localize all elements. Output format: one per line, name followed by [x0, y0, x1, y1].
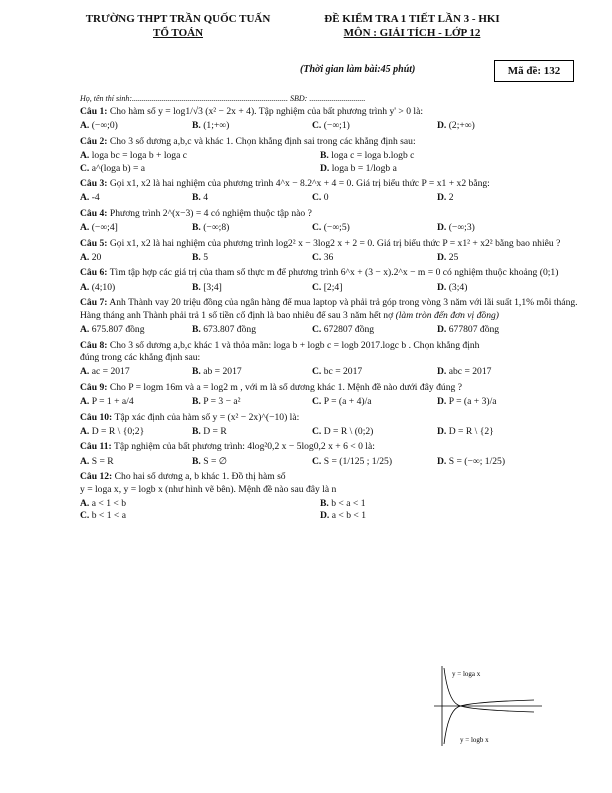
question [80, 441, 580, 468]
options-row [80, 120, 580, 132]
option-letter: C. [312, 425, 322, 437]
question-body: Phương trình 2^(x−3) = 4 có nghiệm thuộc tập nào ? [109, 207, 312, 219]
option-text: (−∞;8) [203, 222, 230, 234]
option-text: S = ∅ [203, 455, 228, 467]
option-text: [3;4] [203, 281, 222, 293]
option-letter: B. [192, 366, 201, 378]
option-text: b < a < 1 [331, 497, 366, 509]
options-row [80, 456, 580, 468]
options-row [80, 222, 580, 234]
option-letter: D. [437, 366, 447, 378]
option-letter: B. [192, 425, 201, 437]
option-text: (−∞;4] [91, 222, 118, 234]
option-text: P = 3 − a² [203, 396, 241, 408]
option-text: loga b = 1/logb a [331, 162, 397, 174]
option-letter: A. [80, 252, 90, 264]
options-row [80, 324, 580, 336]
question-label: Câu 10: [80, 411, 113, 423]
option-letter: A. [80, 324, 90, 336]
graph-label-top: y = loga x [452, 670, 481, 678]
option-letter: D. [437, 425, 447, 437]
option-letter: A. [80, 150, 90, 162]
question-text [80, 441, 580, 453]
exam-code: Mã đề: 132 [494, 60, 574, 82]
question-body-line2: đúng trong các khẳng định sau: [80, 351, 201, 363]
option-letter: B. [192, 120, 201, 132]
question-text [80, 471, 410, 496]
option-letter: D. [437, 396, 447, 408]
question-body: Cho hai số dương a, b khác 1. Đồ thị hàm số [114, 471, 286, 483]
options-row [80, 426, 580, 438]
option-letter: A. [80, 192, 90, 204]
question [80, 178, 580, 205]
student-info-line: Họ, tên thí sinh:.............................................................................. SBD: ............................ [80, 94, 366, 103]
question-body: Cho P = logm 16m và a = log2 m , với m là số dương khác 1. Mệnh đề nào dưới đây đúng ? [109, 381, 462, 393]
option-letter: B. [192, 281, 201, 293]
question-text [80, 208, 580, 220]
option-letter: C. [312, 281, 322, 293]
answer-option [80, 150, 320, 162]
school-name: TRƯỜNG THPT TRẦN QUỐC TUẤN [85, 13, 271, 25]
option-text: P = (a + 4)/a [323, 396, 372, 408]
question [80, 297, 580, 336]
option-letter: B. [320, 497, 329, 509]
option-text: loga c = loga b.logb c [331, 150, 415, 162]
options-row [80, 150, 580, 175]
question-body-line2: y = loga x, y = logb x (như hình vẽ bên). Mệnh đề nào sau đây là n [80, 483, 337, 495]
question-label: Câu 3: [80, 178, 108, 190]
option-text: -4 [91, 192, 100, 204]
option-text: P = 1 + a/4 [91, 396, 134, 408]
option-letter: B. [192, 222, 201, 234]
option-text: ab = 2017 [203, 366, 242, 378]
question-text [80, 136, 580, 148]
question [80, 340, 580, 379]
option-letter: A. [80, 222, 90, 234]
question-text [80, 178, 580, 190]
option-text: 36 [323, 252, 334, 264]
question [80, 238, 580, 265]
answer-option [437, 426, 567, 438]
answer-option [312, 396, 437, 408]
answer-option [80, 324, 192, 336]
answer-option [320, 150, 560, 162]
option-text: (3;4) [448, 281, 468, 293]
subject: MÔN : GIẢI TÍCH - LỚP 12 [343, 27, 481, 39]
group-name: TỔ TOÁN [152, 27, 204, 39]
question-body: Cho 3 số dương a,b,c và khác 1. Chọn khẳng định sai trong các khẳng định sau: [109, 135, 416, 147]
option-text: loga bc = loga b + loga c [91, 150, 188, 162]
option-text: (−∞;1) [323, 120, 350, 132]
answer-option [192, 396, 312, 408]
question [80, 136, 580, 175]
question [80, 208, 580, 235]
option-letter: A. [80, 281, 90, 293]
answer-option [80, 252, 192, 264]
option-text: 4 [203, 192, 209, 204]
answer-option [192, 120, 312, 132]
question [80, 267, 580, 294]
option-text: 2 [448, 192, 454, 204]
answer-option [437, 252, 567, 264]
header-left [78, 12, 278, 40]
answer-option [192, 282, 312, 294]
option-letter: D. [437, 455, 447, 467]
option-text: 25 [448, 252, 459, 264]
answer-option [192, 426, 312, 438]
option-text: 672807 đồng [323, 324, 375, 336]
answer-option [80, 426, 192, 438]
answer-option [437, 324, 567, 336]
option-text: a < b < 1 [331, 510, 367, 522]
options-row [80, 252, 580, 264]
option-letter: C. [312, 192, 322, 204]
option-text: abc = 2017 [448, 366, 492, 378]
options-row [80, 498, 580, 523]
option-text: (2;+∞) [448, 120, 475, 132]
answer-option [320, 510, 560, 522]
question-list [80, 106, 580, 526]
option-letter: A. [80, 120, 90, 132]
answer-option [437, 366, 567, 378]
question-note: (làm tròn đến đơn vị đồng) [395, 309, 500, 321]
log-graph-figure [434, 664, 544, 748]
answer-option [437, 120, 567, 132]
question-body: Gọi x1, x2 là hai nghiệm của phương trình 4^x − 8.2^x + 4 = 0. Giá trị biểu thức P = x1 + x2 bằng: [109, 178, 490, 190]
option-letter: C. [312, 120, 322, 132]
option-text: a^(loga b) = a [91, 162, 146, 174]
option-text: P = (a + 3)/a [448, 396, 497, 408]
option-letter: C. [312, 396, 322, 408]
options-row [80, 366, 580, 378]
exam-title: ĐỀ KIỂM TRA 1 TIẾT LẦN 3 - HKI [324, 13, 500, 25]
question-body: Cho 3 số dương a,b,c khác 1 và thỏa mãn: loga b + logb c = logb 2017.logc b . Chọn khẳng định [109, 339, 480, 351]
answer-option [437, 282, 567, 294]
option-letter: D. [437, 281, 447, 293]
option-letter: D. [437, 192, 447, 204]
option-letter: A. [80, 396, 90, 408]
option-text: D = R \ (0;2) [323, 425, 374, 437]
option-letter: D. [437, 252, 447, 264]
option-text: 5 [203, 252, 209, 264]
option-letter: B. [192, 192, 201, 204]
question-text [80, 267, 580, 279]
question-text [80, 382, 580, 394]
answer-option [437, 396, 567, 408]
question [80, 412, 580, 439]
header-right [292, 12, 532, 40]
option-letter: A. [80, 497, 90, 509]
option-letter: C. [312, 222, 322, 234]
option-letter: A. [80, 425, 90, 437]
option-text: a < 1 < b [91, 497, 127, 509]
answer-option [80, 282, 192, 294]
option-text: S = R [91, 455, 114, 467]
options-row [80, 192, 580, 204]
question-body: Tìm tập hợp các giá trị của tham số thực m để phương trình 6^x + (3 − x).2^x − m = 0 có nghiệm thuộc khoảng (0;1) [109, 267, 559, 279]
option-letter: C. [312, 324, 322, 336]
question-body: Gọi x1, x2 là hai nghiệm của phương trình log2² x − 3log2 x + 2 = 0. Giá trị biểu thức P = x1² + x2² bằng bao nhiêu ? [109, 237, 561, 249]
question-text [80, 238, 580, 250]
option-letter: D. [437, 324, 447, 336]
question-body: Cho hàm số y = log1/√3 (x² − 2x + 4). Tập nghiệm của bất phương trình y' > 0 là: [109, 106, 423, 117]
option-letter: B. [192, 252, 201, 264]
option-letter: B. [320, 150, 329, 162]
option-letter: A. [80, 366, 90, 378]
option-text: (−∞;0) [91, 120, 118, 132]
option-text: S = (−∞; 1/25) [448, 455, 506, 467]
option-text: (−∞;5) [323, 222, 350, 234]
question-label: Câu 2: [80, 135, 108, 147]
question-text [80, 340, 580, 365]
answer-option [312, 252, 437, 264]
question [80, 382, 580, 409]
option-text: ac = 2017 [91, 366, 130, 378]
answer-option [80, 120, 192, 132]
answer-option [312, 366, 437, 378]
option-letter: C. [80, 510, 90, 522]
option-letter: D. [437, 222, 447, 234]
answer-option [80, 396, 192, 408]
options-row [80, 396, 580, 408]
option-letter: C. [80, 162, 90, 174]
question-label: Câu 7: [80, 297, 108, 309]
option-text: (4;10) [91, 281, 116, 293]
answer-option [437, 192, 567, 204]
option-text: (1;+∞) [203, 120, 230, 132]
option-text: (−∞;3) [448, 222, 475, 234]
graph-label-bottom: y = logb x [460, 736, 489, 744]
option-text: D = R \ {2} [448, 425, 494, 437]
answer-option [192, 456, 312, 468]
answer-option [312, 456, 437, 468]
question [80, 471, 580, 523]
answer-option [80, 222, 192, 234]
question-label: Câu 12: [80, 471, 113, 483]
answer-option [320, 163, 560, 175]
answer-option [320, 498, 560, 510]
answer-option [312, 120, 437, 132]
answer-option [312, 192, 437, 204]
answer-option [80, 192, 192, 204]
answer-option [192, 252, 312, 264]
question-label: Câu 5: [80, 237, 108, 249]
option-text: 0 [323, 192, 329, 204]
option-text: 673.807 đồng [203, 324, 256, 336]
answer-option [192, 222, 312, 234]
question-text [80, 412, 580, 424]
question-label: Câu 8: [80, 339, 108, 351]
options-row [80, 282, 580, 294]
answer-option [80, 510, 320, 522]
answer-option [80, 366, 192, 378]
question-text [80, 297, 580, 322]
option-text: 675.807 đồng [91, 324, 145, 336]
answer-option [437, 222, 567, 234]
option-letter: D. [320, 162, 330, 174]
option-letter: C. [312, 252, 322, 264]
answer-option [80, 163, 320, 175]
question-label: Câu 1: [80, 106, 108, 117]
question-body: Anh Thành vay 20 triệu đồng của ngân hàng để mua laptop và phải trả góp trong vòng 3 năm với lãi suất 1,1% mỗi tháng. Hàng tháng anh Thành phải trả 1 số tiền cố định là bao nhiêu để sau 3 năm hết nợ [80, 297, 578, 321]
option-text: b < 1 < a [91, 510, 127, 522]
option-letter: C. [312, 366, 322, 378]
answer-option [437, 456, 567, 468]
question [80, 106, 580, 133]
option-letter: B. [192, 455, 201, 467]
option-text: D = R [203, 425, 227, 437]
option-letter: C. [312, 455, 322, 467]
question-label: Câu 9: [80, 381, 108, 393]
answer-option [312, 324, 437, 336]
option-text: S = (1/125 ; 1/25) [323, 455, 393, 467]
question-body: Tập xác định của hàm số y = (x² − 2x)^(−10) là: [114, 411, 300, 423]
option-letter: D. [320, 510, 330, 522]
answer-option [80, 456, 192, 468]
option-letter: D. [437, 120, 447, 132]
option-text: D = R \ {0;2} [91, 425, 145, 437]
answer-option [192, 192, 312, 204]
answer-option [80, 498, 320, 510]
time-limit: (Thời gian làm bài:45 phút) [300, 64, 416, 75]
option-text: 20 [91, 252, 102, 264]
option-letter: B. [192, 324, 201, 336]
option-letter: A. [80, 455, 90, 467]
question-body: Tập nghiệm của bất phương trình: 4log²0,2 x − 5log0,2 x + 6 < 0 là: [113, 441, 375, 453]
answer-option [192, 324, 312, 336]
option-text: [2;4] [323, 281, 343, 293]
option-text: 677807 đồng [448, 324, 500, 336]
option-text: bc = 2017 [323, 366, 363, 378]
answer-option [312, 282, 437, 294]
question-text [80, 106, 580, 118]
question-label: Câu 6: [80, 267, 108, 279]
question-label: Câu 4: [80, 207, 108, 219]
answer-option [312, 426, 437, 438]
answer-option [312, 222, 437, 234]
question-label: Câu 11: [80, 441, 112, 453]
answer-option [192, 366, 312, 378]
option-letter: B. [192, 396, 201, 408]
